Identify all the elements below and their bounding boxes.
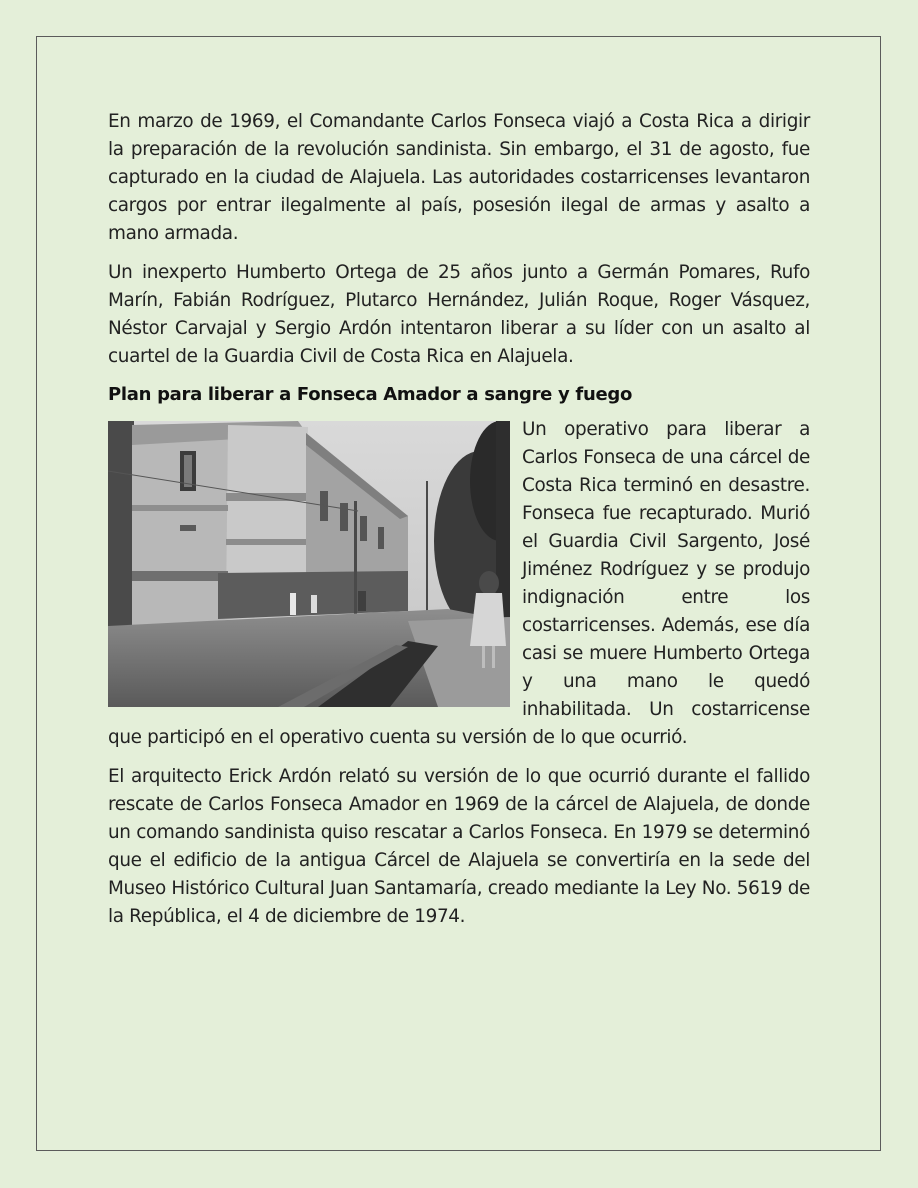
paragraph-architect-account: El arquitecto Erick Ardón relató su versión de lo que ocurrió durante el fallido rescate de Carlos Fonseca Amador en 1969 de la cárcel de Alajuela, de donde un comando sandinista quiso rescatar a Carlos Fonseca. En 1979 se determinó que el edificio de la antigua Cárcel de Alajuela se convertiría en la sede del Museo Histórico Cultural Juan Santamaría, creado mediante la Ley No. 5619 de la República, el 4 de diciembre de 1974.: [108, 766, 810, 927]
paragraph-assault-group: Un inexperto Humberto Ortega de 25 años junto a Germán Pomares, Rufo Marín, Fabián Rodríguez, Plutarco Hernández, Julián Roque, Roger Vásquez, Néstor Carvajal y Sergio Ardón intentaron liberar a su líder con un asalto al cuartel de la Guardia Civil de Costa Rica en Alajuela.: [108, 262, 810, 367]
paragraph-capture: En marzo de 1969, el Comandante Carlos Fonseca viajó a Costa Rica a dirigir la preparación de la revolución sandinista. Sin embargo, el 31 de agosto, fue capturado en la ciudad de Alajuela. Las autoridades costarricenses levantaron cargos por entrar ilegalmente al país, posesión ilegal de armas y asalto a mano armada.: [108, 111, 810, 244]
article-body: [108, 108, 810, 942]
section-heading: Plan para liberar a Fonseca Amador a sangre y fuego: [108, 384, 633, 405]
paragraph-operation: Un operativo para liberar a Carlos Fonseca de una cárcel de Costa Rica terminó en desastre. Fonseca fue recapturado. Murió el Guardia Civil Sargento, José Jiménez Rodríguez y se produjo indignación entre los costarricenses. Además, ese día casi se muere Humberto Ortega y una mano le quedó inhabilitada. Un costarricense que participó en el operativo cuenta su versión de lo que ocurrió.: [108, 419, 810, 748]
historic-jail-photo: [108, 421, 510, 707]
